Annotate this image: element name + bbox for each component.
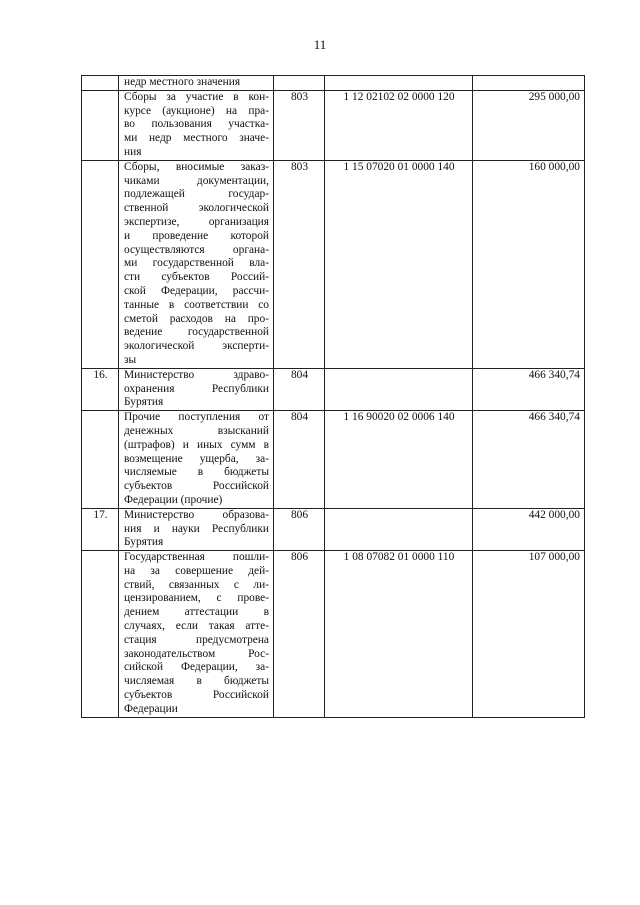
amount-cell: 107 000,00 bbox=[473, 551, 585, 718]
revenue-name-line: Министерство образова- bbox=[124, 508, 269, 521]
budget-classification-code-cell bbox=[325, 508, 473, 550]
revenue-name-line: осуществляются органа- bbox=[124, 243, 269, 256]
revenue-name-line: и проведение которой bbox=[124, 229, 269, 242]
revenue-name-line: зы bbox=[124, 353, 137, 366]
revenue-name-line: подлежащей государ- bbox=[124, 188, 269, 201]
revenue-name-line: недр местного значения bbox=[124, 76, 241, 88]
revenue-name-line: чиками документации, bbox=[124, 174, 269, 187]
revenue-name-line: охранения Республики bbox=[124, 382, 269, 395]
admin-code-cell: 803 bbox=[274, 90, 325, 160]
amount-cell bbox=[473, 76, 585, 91]
revenue-name-cell bbox=[119, 368, 274, 410]
revenue-name-line: случаях, если такая атте- bbox=[124, 620, 269, 633]
revenue-name-cell bbox=[119, 551, 274, 718]
revenue-name-line: экологической эксперти- bbox=[124, 340, 269, 353]
budget-classification-code-cell bbox=[325, 368, 473, 410]
revenue-name-line: ствий, связанных с ли- bbox=[124, 578, 269, 591]
budget-classification-code-cell: 1 15 07020 01 0000 140 bbox=[325, 160, 473, 368]
table-row bbox=[82, 160, 585, 368]
budget-revenue-table bbox=[81, 75, 585, 718]
revenue-name-line: субъектов Российской bbox=[124, 480, 269, 493]
revenue-name-line: числяемые в бюджеты bbox=[124, 466, 269, 479]
revenue-name-line: Прочие поступления от bbox=[124, 411, 269, 424]
amount-cell: 466 340,74 bbox=[473, 368, 585, 410]
amount-cell: 295 000,00 bbox=[473, 90, 585, 160]
revenue-name-line: возмещение ущерба, за- bbox=[124, 452, 269, 465]
revenue-name-cell bbox=[119, 76, 274, 91]
table-row bbox=[82, 508, 585, 550]
revenue-name-line: сти субъектов Россий- bbox=[124, 271, 269, 284]
revenue-name-line: курсе (аукционе) на пра- bbox=[124, 104, 269, 117]
revenue-name-line: Сборы, вносимые заказ- bbox=[124, 160, 269, 173]
revenue-name-line: денежных взысканий bbox=[124, 424, 269, 437]
revenue-name-line: стация предусмотрена bbox=[124, 633, 269, 646]
row-number-cell: 16. bbox=[82, 368, 119, 410]
table-row bbox=[82, 368, 585, 410]
revenue-name-line: Бурятия bbox=[124, 536, 164, 549]
revenue-name-line: танные в соответствии со bbox=[124, 298, 269, 311]
revenue-name-line: законодательством Рос- bbox=[124, 647, 269, 660]
revenue-name-line: дением аттестации в bbox=[124, 606, 269, 619]
budget-classification-code-cell: 1 16 90020 02 0006 140 bbox=[325, 411, 473, 509]
revenue-name-line: Сборы за участие в кон- bbox=[124, 90, 269, 103]
row-number-cell bbox=[82, 411, 119, 509]
table-row bbox=[82, 551, 585, 718]
revenue-name-cell bbox=[119, 160, 274, 368]
revenue-name-line: числяемая в бюджеты bbox=[124, 675, 269, 688]
revenue-name-line: ми государственной вла- bbox=[124, 257, 269, 270]
revenue-name-cell bbox=[119, 90, 274, 160]
revenue-name-line: ской Федерации, рассчи- bbox=[124, 284, 269, 297]
revenue-name-line: экспертизе, организация bbox=[124, 215, 269, 228]
table-row bbox=[82, 411, 585, 509]
revenue-name-cell bbox=[119, 508, 274, 550]
table-row bbox=[82, 76, 585, 91]
amount-cell: 160 000,00 bbox=[473, 160, 585, 368]
revenue-name-line: Бурятия bbox=[124, 396, 164, 409]
revenue-name-line: ми недр местного значе- bbox=[124, 132, 269, 145]
revenue-name-line: (штрафов) и иных сумм в bbox=[124, 438, 269, 451]
admin-code-cell: 806 bbox=[274, 508, 325, 550]
amount-cell: 442 000,00 bbox=[473, 508, 585, 550]
revenue-name-line: Федерации (прочие) bbox=[124, 493, 223, 506]
revenue-name-line: Министерство здраво- bbox=[124, 368, 269, 381]
budget-classification-code-cell bbox=[325, 76, 473, 91]
table-row bbox=[82, 90, 585, 160]
revenue-name-line: субъектов Российской bbox=[124, 689, 269, 702]
revenue-name-line: сметой расходов на про- bbox=[124, 312, 269, 325]
revenue-name-line: ния bbox=[124, 145, 142, 158]
amount-cell: 466 340,74 bbox=[473, 411, 585, 509]
row-number-cell bbox=[82, 76, 119, 91]
revenue-name-line: цензированием, с прове- bbox=[124, 592, 269, 605]
table-body bbox=[82, 76, 585, 718]
admin-code-cell: 804 bbox=[274, 368, 325, 410]
admin-code-cell bbox=[274, 76, 325, 91]
revenue-name-line: ведение государственной bbox=[124, 326, 269, 339]
row-number-cell bbox=[82, 90, 119, 160]
row-number-cell: 17. bbox=[82, 508, 119, 550]
page-number: 11 bbox=[313, 37, 327, 52]
row-number-cell bbox=[82, 551, 119, 718]
revenue-name-line: Федерации bbox=[124, 702, 178, 715]
revenue-name-line: во пользования участка- bbox=[124, 118, 269, 131]
revenue-name-line: на за совершение дей- bbox=[124, 564, 269, 577]
revenue-name-cell bbox=[119, 411, 274, 509]
revenue-name-line: Государственная пошли- bbox=[124, 551, 269, 564]
budget-classification-code-cell: 1 08 07082 01 0000 110 bbox=[325, 551, 473, 718]
revenue-name-line: ственной экологической bbox=[124, 202, 269, 215]
revenue-name-line: сийской Федерации, за- bbox=[124, 661, 269, 674]
revenue-name-line: ния и науки Республики bbox=[124, 522, 269, 535]
budget-classification-code-cell: 1 12 02102 02 0000 120 bbox=[325, 90, 473, 160]
row-number-cell bbox=[82, 160, 119, 368]
admin-code-cell: 803 bbox=[274, 160, 325, 368]
admin-code-cell: 804 bbox=[274, 411, 325, 509]
admin-code-cell: 806 bbox=[274, 551, 325, 718]
